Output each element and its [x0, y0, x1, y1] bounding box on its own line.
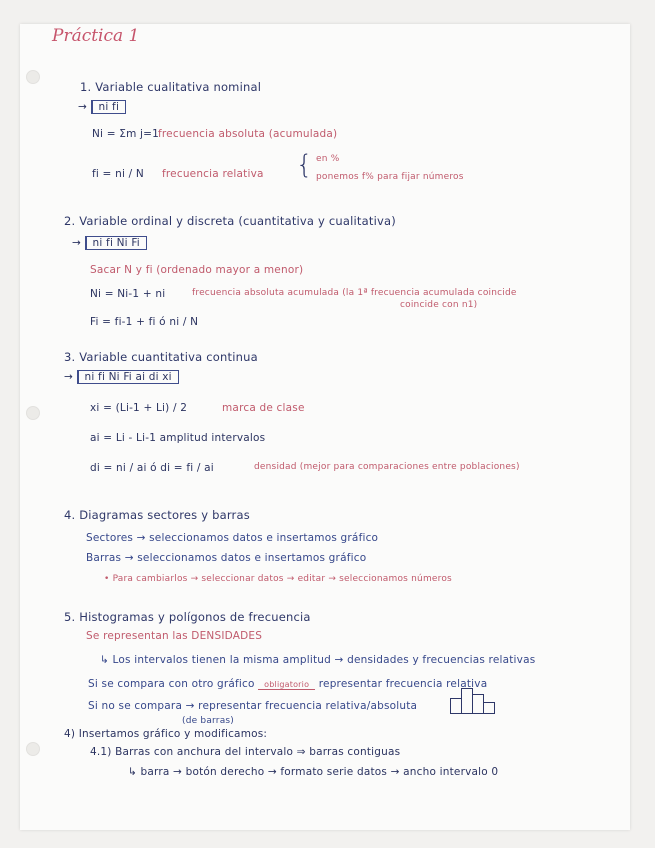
section-3-text-3: densidad (mejor para comparaciones entre poblaciones)	[254, 462, 520, 472]
section-5-line-1: Se representan las DENSIDADES	[86, 630, 263, 642]
section-3-heading: 3. Variable cuantitativa continua	[64, 350, 258, 364]
section-2-box: ni fi Ni Fi	[85, 236, 147, 250]
section-3-box-row: → ni fi Ni Fi ai di xi	[64, 370, 179, 384]
section-1-box-row: → ni fi	[78, 100, 126, 114]
section-5-line-3	[88, 678, 487, 690]
punch-hole	[26, 742, 40, 756]
section-5-line-3-post: representar frecuencia relativa	[318, 678, 488, 690]
section-3-formula-3: di = ni / ai ó di = fi / ai	[90, 462, 214, 474]
page-title: Práctica 1	[52, 26, 140, 46]
section-2-heading: 2. Variable ordinal y discreta (cuantitativa y cualitativa)	[64, 214, 396, 228]
section-1-formula-1: Ni = Σm j=1	[92, 128, 160, 140]
section-2-box-row: → ni fi Ni Fi	[72, 236, 147, 250]
section-4-line-1: Sectores → seleccionamos datos e insertamos gráfico	[86, 532, 379, 544]
section-1-text-1: frecuencia absoluta (acumulada)	[158, 128, 338, 140]
section-5-arrow-label: obligatorio	[258, 680, 315, 690]
section-2-text-2: frecuencia absoluta acumulada (la 1ª frecuencia acumulada coincide	[192, 288, 517, 298]
sketch-bar	[483, 702, 495, 714]
section-5-line-6: 4.1) Barras con anchura del intervalo ⇒ barras contiguas	[90, 746, 401, 758]
brace: {	[296, 150, 313, 180]
section-4-line-3: • Para cambiarlos → seleccionar datos → editar → seleccionamos números	[104, 574, 452, 584]
section-5-line-4: Si no se compara → representar frecuencia relativa/absoluta	[88, 700, 418, 712]
section-1-text-2: frecuencia relativa	[162, 168, 264, 180]
section-2-formula-2: Ni = Ni-1 + ni	[90, 288, 166, 300]
section-1-box: ni fi	[91, 100, 127, 114]
section-5-small-note: (de barras)	[182, 716, 235, 726]
section-1-heading: 1. Variable cualitativa nominal	[80, 80, 262, 94]
section-4-heading: 4. Diagramas sectores y barras	[64, 508, 250, 522]
punch-hole	[26, 70, 40, 84]
section-5-heading: 5. Histogramas y polígonos de frecuencia	[64, 610, 311, 624]
section-3-text-1: marca de clase	[222, 402, 305, 414]
section-3-line-2: ai = Li - Li-1 amplitud intervalos	[90, 432, 266, 444]
section-3-formula-1: xi = (Li-1 + Li) / 2	[90, 402, 188, 414]
section-5-line-5: 4) Insertamos gráfico y modificamos:	[64, 728, 268, 740]
section-1-formula-2: fi = ni / N	[92, 168, 144, 180]
section-5-line-7: ↳ barra → botón derecho → formato serie datos → ancho intervalo 0	[128, 766, 499, 778]
punch-hole	[26, 406, 40, 420]
section-4-line-2: Barras → seleccionamos datos e insertamos gráfico	[86, 552, 367, 564]
section-5-line-2: ↳ Los intervalos tienen la misma amplitud → densidades y frecuencias relativas	[100, 654, 536, 666]
section-2-text-2-cont: coincide con n1)	[400, 300, 478, 310]
section-1-note-1: en %	[316, 154, 340, 164]
section-2-line-1: Sacar N y fi (ordenado mayor a menor)	[90, 264, 304, 276]
section-3-box: ni fi Ni Fi ai di xi	[77, 370, 179, 384]
section-5-line-3-pre: Si se compara con otro gráfico	[88, 678, 255, 690]
section-1-note-2: ponemos f% para fijar números	[316, 172, 464, 182]
section-2-line-3: Fi = fi-1 + fi ó ni / N	[90, 316, 199, 328]
